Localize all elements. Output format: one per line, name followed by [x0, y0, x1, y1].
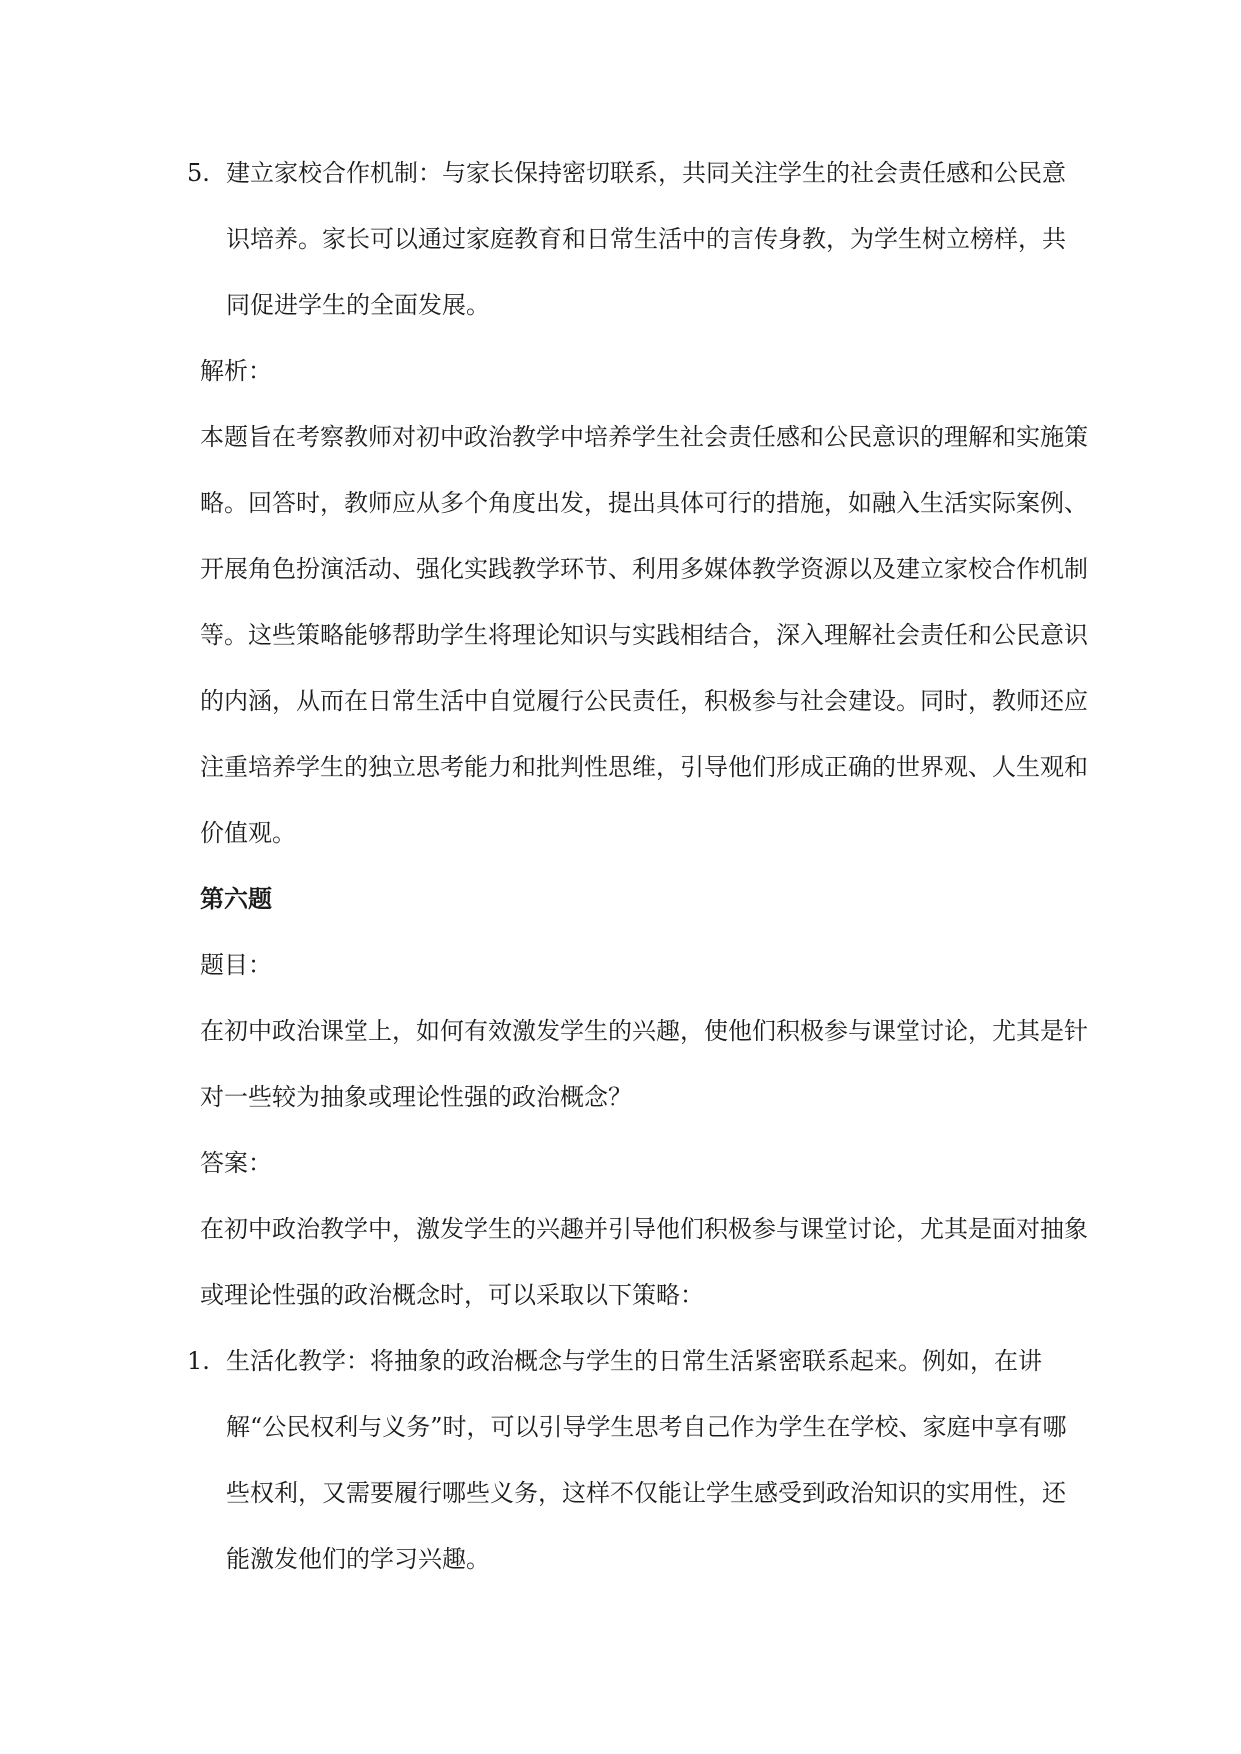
list-number: 1.: [187, 1347, 210, 1375]
answer-label: 答案：: [200, 1149, 272, 1177]
section-title: 第六题: [200, 884, 272, 913]
analysis-label: 解析：: [200, 357, 272, 385]
list-item-text: 生活化教学：将抽象的政治概念与学生的日常生活紧密联系起来。例如，在讲解“公民权利与义务”时，可以引导学生思考自己作为学生在学校、家庭中享有哪些权利，又需要履行哪些义务，这样不仅能让学生感受到政治知识的实用性，还能激发他们的学习兴趣。: [226, 1347, 1067, 1573]
question-label: 题目：: [200, 951, 272, 979]
page-content: [187, 140, 1088, 1592]
list-item-1: [187, 1328, 1088, 1592]
list-item-5: [187, 140, 1088, 338]
list-number: 5.: [187, 159, 210, 187]
analysis-text: 本题旨在考察教师对初中政治教学中培养学生社会责任感和公民意识的理解和实施策略。回答时，教师应从多个角度出发，提出具体可行的措施，如融入生活实际案例、开展角色扮演活动、强化实践教学环节、利用多媒体教学资源以及建立家校合作机制等。这些策略能够帮助学生将理论知识与实践相结合，深入理解社会责任和公民意识的内涵，从而在日常生活中自觉履行公民责任，积极参与社会建设。同时，教师还应注重培养学生的独立思考能力和批判性思维，引导他们形成正确的世界观、人生观和价值观。: [200, 423, 1088, 847]
question-text: 在初中政治课堂上，如何有效激发学生的兴趣，使他们积极参与课堂讨论，尤其是针对一些较为抽象或理论性强的政治概念？: [200, 1017, 1088, 1111]
answer-intro: 在初中政治教学中，激发学生的兴趣并引导他们积极参与课堂讨论，尤其是面对抽象或理论性强的政治概念时，可以采取以下策略：: [200, 1215, 1088, 1309]
list-item-text: 建立家校合作机制：与家长保持密切联系，共同关注学生的社会责任感和公民意识培养。家长可以通过家庭教育和日常生活中的言传身教，为学生树立榜样，共同促进学生的全面发展。: [226, 159, 1066, 319]
